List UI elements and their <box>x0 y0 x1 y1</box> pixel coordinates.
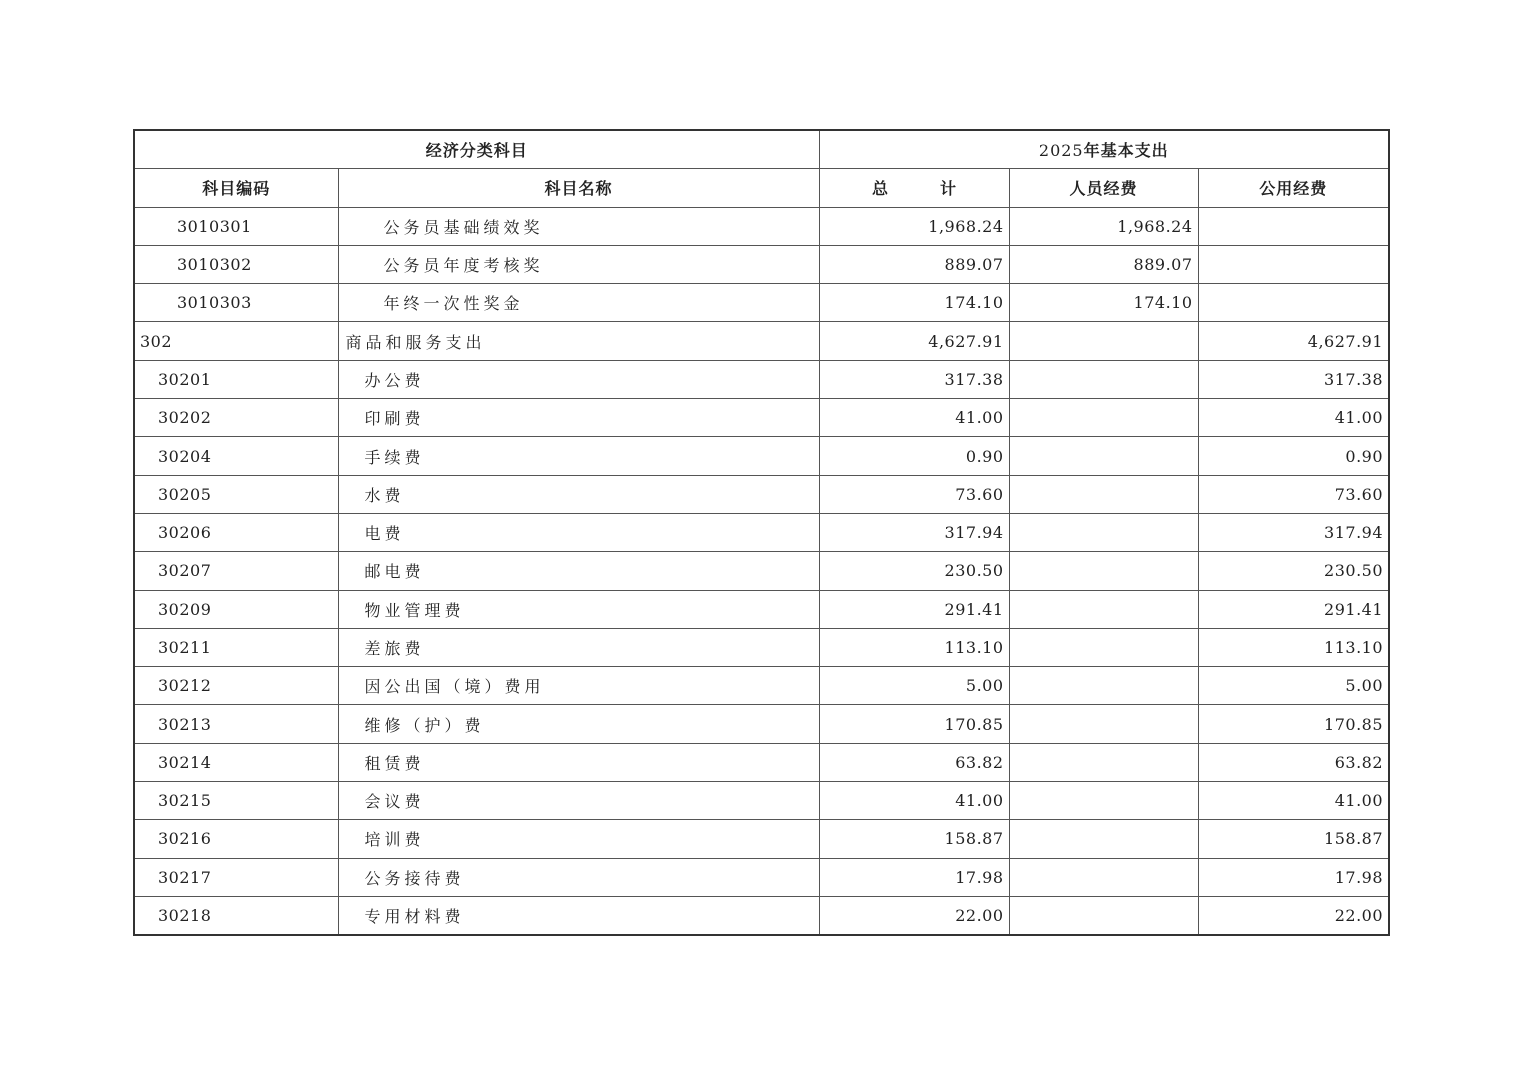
table-row <box>134 284 1389 322</box>
header-basic-expenditure <box>819 130 1389 169</box>
row-code: 30207 <box>134 552 338 590</box>
row-total: 291.41 <box>819 590 1009 628</box>
table-row <box>134 513 1389 551</box>
row-name: 差旅费 <box>338 628 819 666</box>
row-total: 317.38 <box>819 360 1009 398</box>
row-personnel <box>1009 360 1198 398</box>
row-public: 41.00 <box>1198 399 1389 437</box>
table-row <box>134 858 1389 896</box>
row-personnel <box>1009 858 1198 896</box>
row-code: 30216 <box>134 820 338 858</box>
table-row <box>134 360 1389 398</box>
row-code: 3010303 <box>134 284 338 322</box>
row-name: 办公费 <box>338 360 819 398</box>
row-total: 4,627.91 <box>819 322 1009 360</box>
row-code: 30215 <box>134 782 338 820</box>
row-personnel: 174.10 <box>1009 284 1198 322</box>
row-total: 170.85 <box>819 705 1009 743</box>
col-header-personnel: 人员经费 <box>1009 169 1198 207</box>
table-row <box>134 705 1389 743</box>
row-public: 63.82 <box>1198 743 1389 781</box>
row-name: 手续费 <box>338 437 819 475</box>
row-public <box>1198 207 1389 245</box>
row-public <box>1198 284 1389 322</box>
row-code: 30202 <box>134 399 338 437</box>
row-name: 印刷费 <box>338 399 819 437</box>
row-personnel <box>1009 475 1198 513</box>
row-code: 30217 <box>134 858 338 896</box>
col-header-total-char2: 计 <box>940 179 957 199</box>
table-row <box>134 743 1389 781</box>
row-public: 158.87 <box>1198 820 1389 858</box>
row-code: 30201 <box>134 360 338 398</box>
row-name: 租赁费 <box>338 743 819 781</box>
table-row <box>134 207 1389 245</box>
row-code: 30213 <box>134 705 338 743</box>
row-total: 1,968.24 <box>819 207 1009 245</box>
table-row <box>134 552 1389 590</box>
row-name: 因公出国（境）费用 <box>338 667 819 705</box>
row-name: 公务员年度考核奖 <box>338 245 819 283</box>
row-personnel <box>1009 705 1198 743</box>
row-personnel <box>1009 667 1198 705</box>
table-row <box>134 667 1389 705</box>
table-row <box>134 590 1389 628</box>
row-code: 30211 <box>134 628 338 666</box>
table-row <box>134 322 1389 360</box>
row-name: 水费 <box>338 475 819 513</box>
row-public: 17.98 <box>1198 858 1389 896</box>
row-total: 0.90 <box>819 437 1009 475</box>
header-group-row <box>134 130 1389 169</box>
col-header-name: 科目名称 <box>338 169 819 207</box>
row-public: 317.38 <box>1198 360 1389 398</box>
row-personnel <box>1009 782 1198 820</box>
table-row <box>134 475 1389 513</box>
row-name: 培训费 <box>338 820 819 858</box>
row-public: 230.50 <box>1198 552 1389 590</box>
row-code: 3010302 <box>134 245 338 283</box>
col-header-total-char1: 总 <box>872 179 889 199</box>
row-name: 物业管理费 <box>338 590 819 628</box>
row-name: 会议费 <box>338 782 819 820</box>
table-row <box>134 245 1389 283</box>
row-public: 170.85 <box>1198 705 1389 743</box>
header-year: 2025 <box>1038 141 1084 161</box>
row-public: 22.00 <box>1198 896 1389 935</box>
row-public: 317.94 <box>1198 513 1389 551</box>
header-basic-expenditure-label: 年基本支出 <box>1083 141 1169 161</box>
row-total: 317.94 <box>819 513 1009 551</box>
row-personnel: 889.07 <box>1009 245 1198 283</box>
row-total: 41.00 <box>819 399 1009 437</box>
header-column-row <box>134 169 1389 207</box>
row-code: 30218 <box>134 896 338 935</box>
row-personnel <box>1009 820 1198 858</box>
row-name: 维修（护）费 <box>338 705 819 743</box>
table-row <box>134 628 1389 666</box>
row-name: 商品和服务支出 <box>338 322 819 360</box>
table-row <box>134 782 1389 820</box>
budget-expenditure-table <box>133 129 1390 936</box>
row-total: 22.00 <box>819 896 1009 935</box>
row-code: 302 <box>134 322 338 360</box>
table-row <box>134 820 1389 858</box>
row-total: 41.00 <box>819 782 1009 820</box>
row-total: 174.10 <box>819 284 1009 322</box>
row-public: 0.90 <box>1198 437 1389 475</box>
row-personnel <box>1009 896 1198 935</box>
row-public: 113.10 <box>1198 628 1389 666</box>
header-economic-classification: 经济分类科目 <box>134 130 819 169</box>
row-total: 230.50 <box>819 552 1009 590</box>
row-public: 291.41 <box>1198 590 1389 628</box>
row-name: 邮电费 <box>338 552 819 590</box>
row-personnel <box>1009 743 1198 781</box>
row-personnel <box>1009 322 1198 360</box>
row-name: 公务接待费 <box>338 858 819 896</box>
col-header-code: 科目编码 <box>134 169 338 207</box>
row-personnel <box>1009 552 1198 590</box>
row-personnel <box>1009 628 1198 666</box>
row-code: 30205 <box>134 475 338 513</box>
row-name: 电费 <box>338 513 819 551</box>
row-public: 73.60 <box>1198 475 1389 513</box>
row-total: 158.87 <box>819 820 1009 858</box>
row-code: 3010301 <box>134 207 338 245</box>
row-public: 41.00 <box>1198 782 1389 820</box>
table-row <box>134 437 1389 475</box>
row-public: 4,627.91 <box>1198 322 1389 360</box>
row-public <box>1198 245 1389 283</box>
table-body <box>134 207 1389 935</box>
row-personnel: 1,968.24 <box>1009 207 1198 245</box>
row-total: 5.00 <box>819 667 1009 705</box>
table-row <box>134 896 1389 935</box>
row-name: 年终一次性奖金 <box>338 284 819 322</box>
row-name: 专用材料费 <box>338 896 819 935</box>
row-code: 30206 <box>134 513 338 551</box>
row-code: 30214 <box>134 743 338 781</box>
row-total: 113.10 <box>819 628 1009 666</box>
row-total: 63.82 <box>819 743 1009 781</box>
row-total: 889.07 <box>819 245 1009 283</box>
row-personnel <box>1009 590 1198 628</box>
row-code: 30204 <box>134 437 338 475</box>
row-name: 公务员基础绩效奖 <box>338 207 819 245</box>
row-public: 5.00 <box>1198 667 1389 705</box>
col-header-public: 公用经费 <box>1198 169 1389 207</box>
row-code: 30209 <box>134 590 338 628</box>
row-total: 73.60 <box>819 475 1009 513</box>
table-row <box>134 399 1389 437</box>
row-total: 17.98 <box>819 858 1009 896</box>
row-personnel <box>1009 437 1198 475</box>
row-personnel <box>1009 399 1198 437</box>
col-header-total <box>819 169 1009 207</box>
row-code: 30212 <box>134 667 338 705</box>
row-personnel <box>1009 513 1198 551</box>
